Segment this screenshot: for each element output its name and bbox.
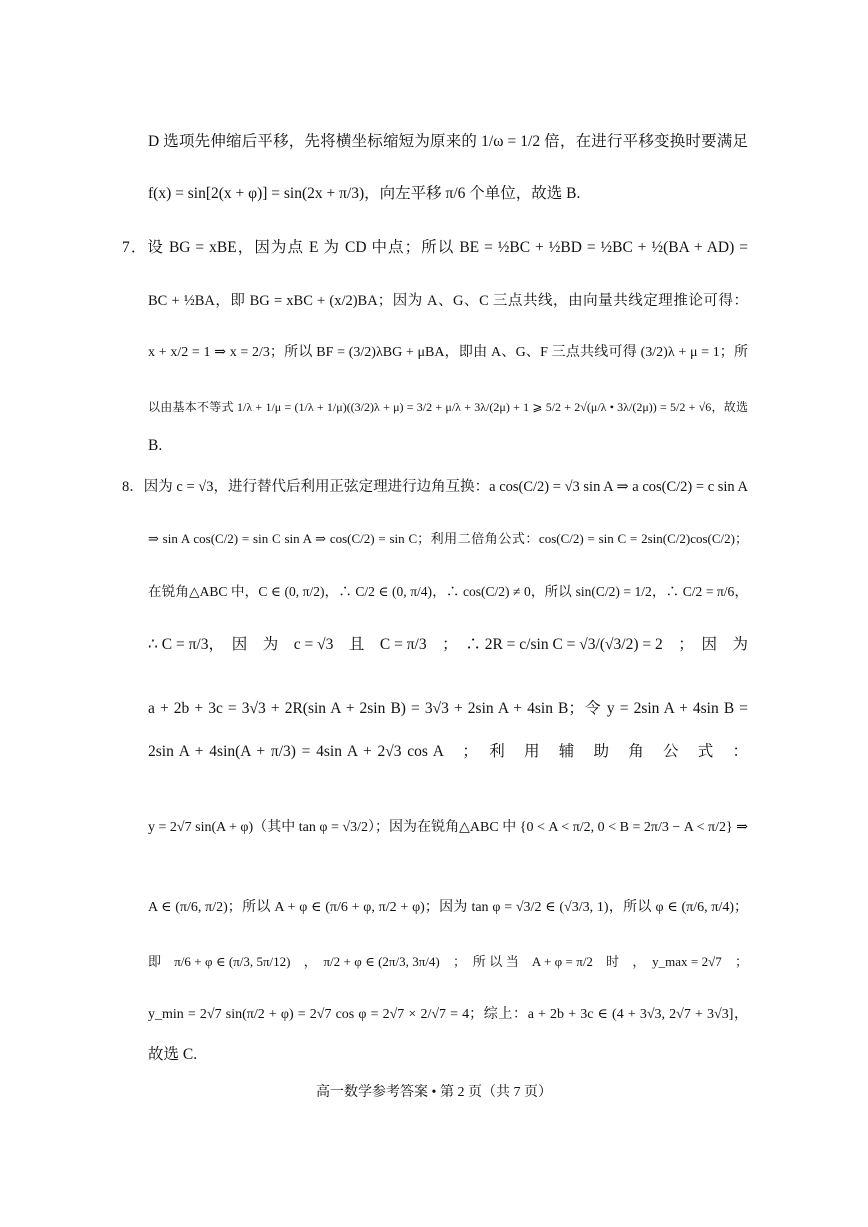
q8-line-9: 即 π/6 + φ ∈ (π/3, 5π/12) ， π/2 + φ ∈ (2π/3, 3π/4) ； 所 以 当 A + φ = π/2 时 ， y_max = 2√7 ； [148,954,748,969]
d-option-line-1: D 选项先伸缩后平移，先将横坐标缩短为原来的 1/ω = 1/2 倍，在进行平移变换时要满足 [148,133,748,150]
q7-line-2: BC + ½BA，即 BG = xBC + (x/2)BA；因为 A、G、C 三点共线，由向量共线定理推论可得： [148,293,748,309]
q8-line-4: ∴ C = π/3， 因 为 c = √3 且 C = π/3 ； ∴ 2R = c/sin C = √3/(√3/2) = 2 ； 因 为 [148,636,748,653]
q7-line-5: B. [148,437,163,454]
page-footer: 高一数学参考答案 • 第 2 页（共 7 页） [316,1085,552,1100]
d-option-line-2: f(x) = sin[2(x + φ)] = sin(2x + π/3)，向左平移 π/6 个单位，故选 B. [148,185,581,202]
q8-line-11: 故选 C. [148,1046,198,1063]
q7-line-3: x + x/2 = 1 ⇒ x = 2/3；所以 BF = (3/2)λBG + μBA，即由 A、G、F 三点共线可得 (3/2)λ + μ = 1；所 [148,345,748,360]
q8-line-6: 2sin A + 4sin(A + π/3) = 4sin A + 2√3 cos A ； 利 用 辅 助 角 公 式 ： [148,743,748,760]
q8-line-8: A ∈ (π/6, π/2)；所以 A + φ ∈ (π/6 + φ, π/2 + φ)；因为 tan φ = √3/2 ∈ (√3/3, 1)，所以 φ ∈ (π/6, π/4)； [148,900,748,915]
q8-line-1: 8．因为 c = √3，进行替代后利用正弦定理进行边角互换：a cos(C/2) = √3 sin A ⇒ a cos(C/2) = c sin A [122,479,748,495]
q7-line-4: 以由基本不等式 1/λ + 1/μ = (1/λ + 1/μ)((3/2)λ + μ) = 3/2 + μ/λ + 3λ/(2μ) + 1 ⩾ 5/2 + 2√(μ/λ • 3λ/(2μ)) = 5/2 + √6，故选 [148,400,748,414]
q8-line-7: y = 2√7 sin(A + φ)（其中 tan φ = √3/2）；因为在锐角△ABC 中 {0 < A < π/2, 0 < B = 2π/3 − A < π/2} ⇒ [148,820,748,835]
q8-line-2: ⇒ sin A cos(C/2) = sin C sin A ⇒ cos(C/2) = sin C；利用二倍角公式：cos(C/2) = sin C = 2sin(C/2)cos(C/2)； [148,531,748,546]
q8-line-10: y_min = 2√7 sin(π/2 + φ) = 2√7 cos φ = 2√7 × 2/√7 = 4；综上：a + 2b + 3c ∈ (4 + 3√3, 2√7 + 3√3]， [148,1007,748,1022]
q8-line-3: 在锐角△ABC 中，C ∈ (0, π/2)，∴ C/2 ∈ (0, π/4)，∴ cos(C/2) ≠ 0，所以 sin(C/2) = 1/2，∴ C/2 = π/6， [148,584,748,599]
q8-line-5: a + 2b + 3c = 3√3 + 2R(sin A + 2sin B) = 3√3 + 2sin A + 4sin B；令 y = 2sin A + 4sin B = [148,700,748,717]
q7-line-1: 7．设 BG = xBE，因为点 E 为 CD 中点；所以 BE = ½BC + ½BD = ½BC + ½(BA + AD) = [122,239,748,256]
